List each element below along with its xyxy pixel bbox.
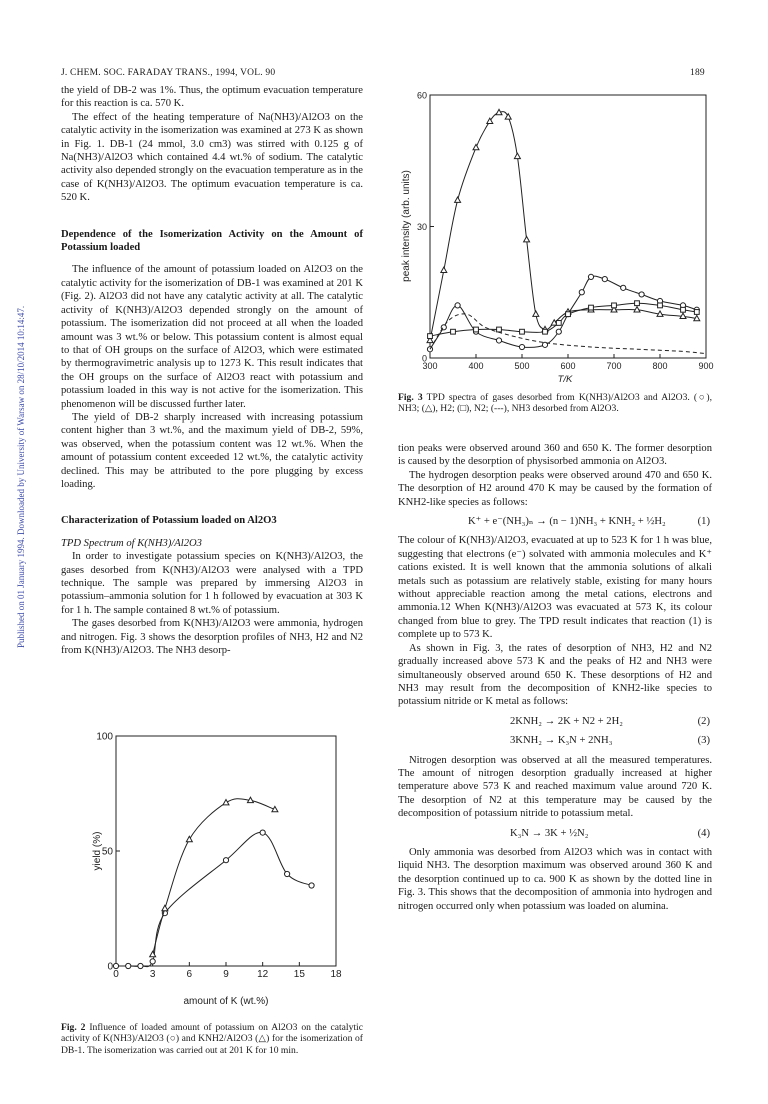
series-line-circle xyxy=(116,832,312,966)
data-point-triangle xyxy=(505,114,511,119)
data-point-triangle xyxy=(533,311,539,316)
figure-2 xyxy=(56,732,356,1017)
data-point-circle xyxy=(223,858,228,863)
fig3-ylabel: peak intensity (arb. units) xyxy=(401,170,412,282)
data-point-circle xyxy=(602,277,607,282)
data-point-circle xyxy=(138,963,143,968)
paragraph: The gases desorbed from K(NH3)/Al2O3 were ammonia, hydrogen and nitrogen. Fig. 3 shows the desorption profiles of NH3, H2 and N2 from K(NH3)/Al2O3. The NH3 desorp- xyxy=(61,618,363,657)
data-point-circle xyxy=(519,344,524,349)
x-tick-label: 12 xyxy=(257,969,269,980)
paragraph: the yield of DB-2 was 1%. Thus, the optimum evacuation temperature for this reaction is ca. 570 K. xyxy=(61,85,363,110)
paragraph: Only ammonia was desorbed from Al2O3 which was in contact with liquid NH3. The desorption maximum was observed around 360 K and the desorption continued up to ca. 900 K as shown by the dotted line in Fig. 3. This shows that the decomposition of ammonia into hydrogen and nitrogen occurred only when potassium was loaded on alumina. xyxy=(398,846,712,912)
subsection-heading: TPD Spectrum of K(NH3)/Al2O3 xyxy=(61,537,202,549)
y-tick-label: 0 xyxy=(421,353,427,364)
series-line-circle xyxy=(430,276,697,349)
fig3-caption-label: Fig. 3 xyxy=(398,392,423,403)
paragraph: The hydrogen desorption peaks were observed around 470 and 650 K. The desorption of H2 around 470 K may be caused by the formation of KNH2-like species as follows: xyxy=(398,469,712,508)
data-point-square xyxy=(497,327,502,332)
download-notice-text: Published on 01 January 1994. Downloaded by University of Warsaw on 28/10/2014 10:14:47. xyxy=(16,305,26,648)
series-line-square xyxy=(430,303,697,336)
fig3-caption xyxy=(398,392,712,415)
data-point-circle xyxy=(150,959,155,964)
data-point-circle xyxy=(496,338,501,343)
data-point-square xyxy=(612,303,617,308)
paragraph: The influence of the amount of potassium loaded on Al2O3 on the catalytic activity for the isomerization of DB-1 was examined at 201 K (Fig. 2). Al2O3 did not have any catalytic activity at all. The catalytic activity of K(NH3)/Al2O3 depended strongly on the amount of potassium. The isomerization did not proceed at all when the loaded amount was 3 wt.% or below. This potassium content is almost equal to that of OH groups on the surface of Al2O3, which were estimated by thermogravimetric analysis up to 1273 K. This result indicates that the OH groups on the surface of Al2O3 react with potassium and potassium loaded in this way is not active for the isomerization. This phenomenon will be discussed further later. xyxy=(61,264,363,410)
y-tick-label: 60 xyxy=(416,90,427,101)
equation-2 xyxy=(398,715,712,728)
x-tick-label: 400 xyxy=(468,361,484,371)
data-point-circle xyxy=(556,329,561,334)
data-point-triangle xyxy=(223,800,229,805)
paragraph: The colour of K(NH3)/Al2O3, evacuated at up to 523 K for 1 h was blue, suggesting that electrons (e⁻) solvated with ammonia molecules and K⁺ cations existed. It is well known that the ammonia solutions of alkali metals such as potassium are relatively stable, existing for many hours without appreciable reaction among the metal cations, electrons and ammonia.12 When K(NH3)/Al2O3 was evacuated at 573 K, its colour changed from blue to grey. The TPD result indicates that reaction (1) is complete up to 573 K. xyxy=(398,535,712,641)
x-tick-label: 900 xyxy=(698,361,714,371)
equation-1 xyxy=(398,515,712,528)
x-tick-label: 300 xyxy=(422,361,438,371)
x-tick-label: 15 xyxy=(293,969,305,980)
data-point-square xyxy=(589,305,594,310)
fig2-xlabel: amount of K (wt.%) xyxy=(183,996,269,1007)
fig3-frame xyxy=(430,95,706,358)
journal-header: J. CHEM. SOC. FARADAY TRANS., 1994, VOL. 90 xyxy=(61,68,276,78)
data-point-triangle xyxy=(441,267,447,272)
equation-text: K₃N → 3K + ½N₂ xyxy=(510,827,589,839)
right-column xyxy=(398,442,712,913)
series-line-triangle xyxy=(430,112,697,341)
data-point-circle xyxy=(260,830,265,835)
equation-text: K⁺ + e⁻(NH₃)ₙ → (n − 1)NH₃ + KNH₂ + ½H₂ xyxy=(468,516,666,528)
paragraph: Nitrogen desorption was observed at all the measured temperatures. The amount of nitrogen desorption gradually increased at higher temperature above 573 K and reached maximum value around 720 K. The desorption of N2 at this temperature may be caused by the decomposition of potassium nitride to potassium metal. xyxy=(398,754,712,820)
y-tick-label: 50 xyxy=(101,846,113,858)
fig2-caption-label: Fig. 2 xyxy=(61,1022,86,1033)
fig2-frame xyxy=(116,736,336,966)
equation-number: (1) xyxy=(697,516,710,528)
paragraph: As shown in Fig. 3, the rates of desorption of NH3, H2 and N2 gradually increased above 573 K and the peaks of H2 and NH3 were simultaneously observed around 650 K. These desorptions of H2 and NH3 may result from the decomposition of KNH2-like species to potassium nitride or K metal as follows: xyxy=(398,642,712,708)
equation-4 xyxy=(398,827,712,840)
x-tick-label: 500 xyxy=(514,361,530,371)
data-point-circle xyxy=(621,285,626,290)
x-tick-label: 600 xyxy=(560,361,576,371)
paragraph: In order to investigate potassium species on K(NH3)/Al2O3, the gases desorbed from K(NH3)/Al2O3 were analysed with a TPD technique. The sample was prepared by immersing Al2O3 in potassium–ammonia solution for 1 h followed by evacuation at 303 K for 1 h. The sample contained 8 wt.% of potassium. xyxy=(61,551,363,616)
data-point-triangle xyxy=(514,153,520,158)
x-tick-label: 6 xyxy=(186,969,193,980)
data-point-circle xyxy=(113,963,118,968)
data-point-circle xyxy=(427,347,432,352)
fig3-xlabel: T/K xyxy=(557,374,573,385)
data-point-triangle xyxy=(162,905,168,910)
x-tick-label: 9 xyxy=(223,969,229,980)
download-notice xyxy=(4,248,26,648)
data-point-square xyxy=(694,310,699,315)
data-point-circle xyxy=(579,290,584,295)
data-point-square xyxy=(681,307,686,312)
data-point-square xyxy=(543,329,548,334)
left-column xyxy=(61,84,363,657)
figure-3 xyxy=(390,86,720,386)
x-tick-label: 18 xyxy=(330,969,342,980)
data-point-square xyxy=(474,327,479,332)
data-point-circle xyxy=(126,963,131,968)
data-point-triangle xyxy=(186,836,192,841)
y-tick-label: 30 xyxy=(416,222,427,232)
y-tick-label: 0 xyxy=(107,961,113,973)
data-point-square xyxy=(658,303,663,308)
data-point-square xyxy=(556,321,561,326)
equation-number: (4) xyxy=(697,827,710,839)
paragraph: The effect of the heating temperature of Na(NH3)/Al2O3 on the catalytic activity in the isomerization was examined at 273 K as shown in Fig. 1. DB-1 (24 mmol, 3.0 cm3) was stirred with 0.125 g of Na(NH3)/Al2O3 which contained 4.4 wt.% of sodium. The catalytic activity also depended strongly on the evacuation temperature as in the case of K(NH3)/Al2O3. The optimum evacuation temperature is ca. 520 K. xyxy=(61,111,363,204)
x-tick-label: 800 xyxy=(652,361,668,371)
data-point-square xyxy=(635,301,640,306)
data-point-square xyxy=(520,329,525,334)
equation-text: 3KNH₂ → K₃N + 2NH₃ xyxy=(510,735,613,747)
equation-number: (2) xyxy=(697,715,710,727)
data-point-circle xyxy=(285,871,290,876)
paragraph: The yield of DB-2 sharply increased with increasing potassium content higher than 3 wt.%, and the maximum yield of DB-2, 59%, was observed, when the potassium content was 12 wt.%. When the amount of potassium content exceeded 12 wt.%, the catalytic activity declined. This may be attributed to the pore plugging by excess loading. xyxy=(61,411,363,490)
data-point-triangle xyxy=(473,144,479,149)
x-tick-label: 700 xyxy=(606,361,622,371)
data-point-triangle xyxy=(455,197,461,202)
data-point-square xyxy=(428,334,433,339)
data-point-square xyxy=(566,312,571,317)
equation-3 xyxy=(398,734,712,747)
series-line-none xyxy=(430,314,706,354)
data-point-circle xyxy=(639,292,644,297)
data-point-circle xyxy=(455,303,460,308)
data-point-square xyxy=(451,329,456,334)
data-point-circle xyxy=(309,883,314,888)
equation-text: 2KNH₂ → 2K + N2 + 2H₂ xyxy=(510,715,623,727)
section-heading: Dependence of the Isomerization Activity on the Amount of Potassium loaded xyxy=(61,228,363,254)
fig2-ylabel: yield (%) xyxy=(92,831,103,871)
data-point-circle xyxy=(588,274,593,279)
series-line-triangle xyxy=(153,799,275,955)
section-heading: Characterization of Potassium loaded on Al2O3 xyxy=(61,515,277,527)
page-number: 189 xyxy=(690,68,705,78)
paragraph: tion peaks were observed around 360 and 650 K. The former desorption is caused by the desorption of physisorbed ammonia on Al2O3. xyxy=(398,443,712,468)
equation-number: (3) xyxy=(697,735,710,747)
x-tick-label: 3 xyxy=(149,969,156,980)
fig2-caption xyxy=(61,1022,363,1056)
x-tick-label: 0 xyxy=(113,969,119,980)
fig3-caption-text: TPD spectra of gases desorbed from K(NH3)/Al2O3 and Al2O3. (○), NH3; (△), H2; (□), N2; (---), NH3 desorbed from Al2O3. xyxy=(398,392,712,415)
data-point-triangle xyxy=(524,236,530,241)
y-tick-label: 100 xyxy=(96,732,113,743)
fig2-caption-text: Influence of loaded amount of potassium on Al2O3 on the catalytic activity of K(NH3)/Al2O3 (○) and KNH2/Al2O3 (△) for the isomerization of DB-1. The isomerization was carried out at 201 K for 10 min. xyxy=(61,1022,363,1056)
